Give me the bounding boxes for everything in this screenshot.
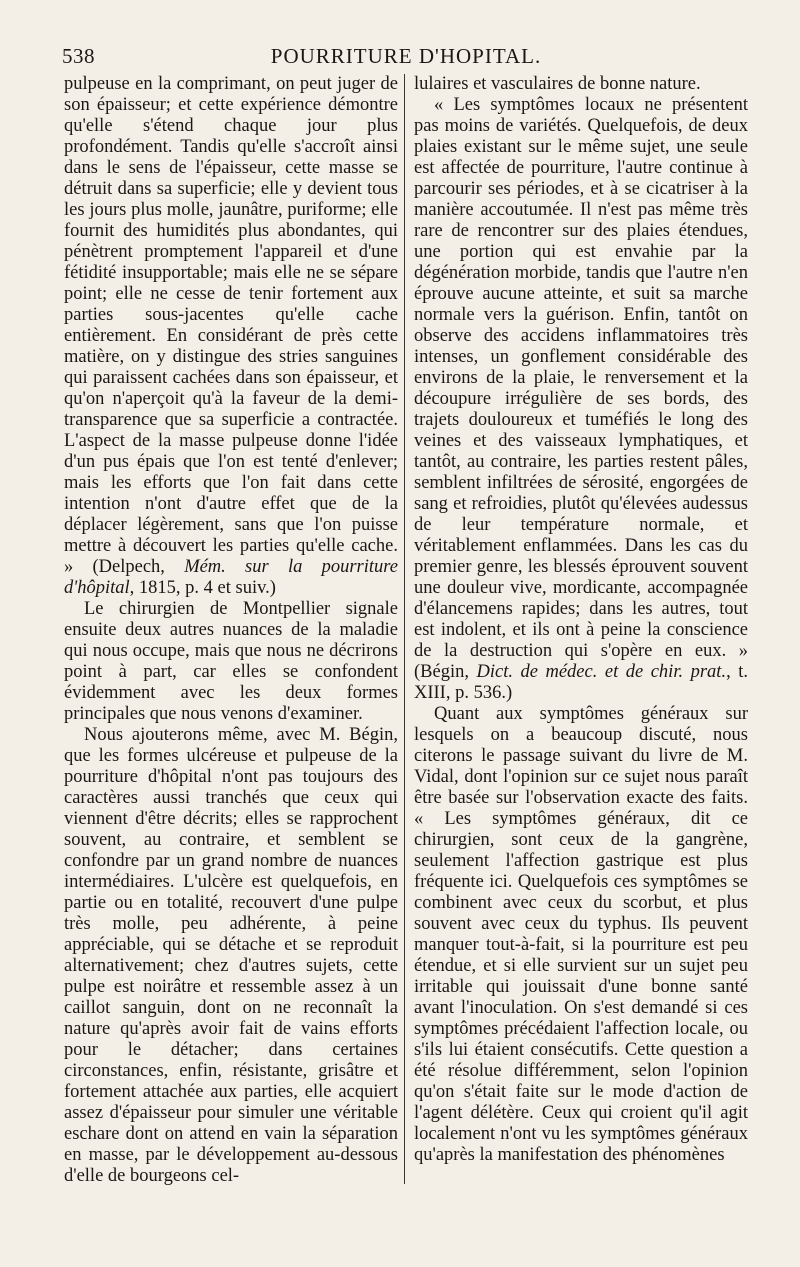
right-column bbox=[414, 74, 748, 1166]
paragraph: Quant aux symptômes généraux sur lesquels on a beaucoup discuté, nous citerons le passage suivant du livre de M. Vidal, dont l'opinion sur ce sujet nous paraît être basée sur l'observation exacte des faits. « Les symptômes généraux, dit ce chirurgien, sont ceux de la gangrène, seulement l'affection gastrique est plus fréquente ici. Quelquefois ces symptômes se combinent avec ceux du scorbut, et plus souvent avec ceux du typhus. Ils peuvent manquer tout-à-fait, si la pourriture est peu étendue, et si elle survient sur un sujet peu irritable qui jouissait d'une bonne santé avant l'inoculation. On s'est demandé si ces symptômes précédaient l'affection locale, ou s'ils lui étaient consécutifs. Cette question a été résolue différemment, selon l'opinion qu'on s'était faite sur le mode d'action de l'agent délétère. Ceux qui croient qu'il agit localement n'ont vu les symptômes généraux qu'après la manifestation des phénomènes bbox=[414, 704, 748, 1165]
paragraph: « Les symptômes locaux ne présentent pas moins de variétés. Quelquefois, de deux plaies existant sur le même sujet, une seule est affectée de pourriture, l'autre continue à parcourir ses périodes, et à se cicatriser à la manière accoutumée. Il n'est pas même très rare de rencontrer sur des plaies étendues, une portion qui est envahie par la dégénération morbide, tandis que l'autre n'en éprouve aucune atteinte, et suit sa marche normale vers la guérison. Enfin, tantôt on observe des accidens inflammatoires très intenses, un gonflement considérable des environs de la plaie, le renversement et la découpure irrégulière de ses bords, des trajets douloureux et tuméfiés le long des veines et des vaisseaux lymphatiques, et tantôt, au contraire, les parties restent pâles, semblent infiltrées de sérosité, engorgées de sang et refroidies, plutôt qu'élevées audessus de leur température normale, et véritablement enflammées. Dans les cas du premier genre, les blessés éprouvent souvent une douleur vive, mordicante, accompagnée d'élancemens rapides; dans les autres, tout est indolent, et ils ont à peine la conscience de la destruction qui s'opère en eux. » (Bégin, Dict. de médec. et de chir. prat., t. XIII, p. 536.) bbox=[414, 95, 748, 703]
left-column bbox=[64, 74, 398, 1187]
paragraph: lulaires et vasculaires de bonne nature. bbox=[414, 74, 701, 94]
citation-title: Dict. de médec. et de chir. prat. bbox=[476, 662, 727, 682]
paragraph: Nous ajouterons même, avec M. Bégin, que les formes ulcéreuse et pulpeuse de la pourriture d'hôpital n'ont pas toujours des caractères aussi tranchés que ceux qui viennent d'être décrits; elles se rapprochent souvent, au contraire, et semblent se confondre par un grand nombre de nuances intermédiaires. L'ulcère est quelquefois, en partie ou en totalité, recouvert d'une pulpe très molle, peu adhérente, à peine appréciable, qui se détache et se reproduit alternativement; chez d'autres sujets, cette pulpe est noirâtre et ressemble assez à un caillot sanguin, dont on ne reconnaît la nature qu'après avoir fait de vains efforts pour le détacher; dans certaines circonstances, enfin, résistante, grisâtre et fortement attachée aux parties, elle acquiert assez d'épaisseur pour simuler une véritable eschare dont on attend en vain la séparation en masse, par le développement au-dessous d'elle de bourgeons cel- bbox=[64, 725, 398, 1186]
paragraph: pulpeuse en la comprimant, on peut juger de son épaisseur; et cette expérience démontre qu'elle s'étend chaque jour plus profondément. Tandis qu'elle s'accroît ainsi dans le sens de l'épaisseur, cette masse se détruit dans sa superficie; elle y devient tous les jours plus molle, jaunâtre, puriforme; elle fournit des humidités plus abondantes, qui pénètrent promptement l'appareil et d'une fétidité insupportable; mais elle ne se sépare point; elle ne cesse de tenir fortement aux parties sous-jacentes qu'elle cache entièrement. En considérant de près cette matière, on y distingue des stries sanguines qui paraissent cachées dans son épaisseur, et qu'on n'aperçoit qu'à la faveur de la demi-transparence que sa superficie a contractée. L'aspect de la masse pulpeuse donne l'idée d'un pus épais que l'on est tenté d'enlever; mais les efforts que l'on fait dans cette intention n'ont d'autre effet que de la déplacer légèrement, sans que l'on puisse mettre à découvert les parties qu'elle cache. » (Delpech, Mém. sur la pourriture d'hôpital, 1815, p. 4 et suiv.) bbox=[64, 74, 398, 598]
page-number: 538 bbox=[62, 44, 95, 68]
page-header bbox=[62, 44, 750, 74]
running-title: POURRITURE D'HOPITAL. bbox=[270, 44, 542, 68]
paragraph: Le chirurgien de Montpellier signale ensuite deux autres nuances de la maladie qui nous occupe, mais que nous ne décrirons point à part, car elles se confondent évidemment avec les deux formes principales que nous venons d'examiner. bbox=[64, 599, 398, 724]
citation-title: Mém. sur la pourriture d'hôpital bbox=[64, 557, 398, 598]
column-divider bbox=[404, 74, 405, 1184]
